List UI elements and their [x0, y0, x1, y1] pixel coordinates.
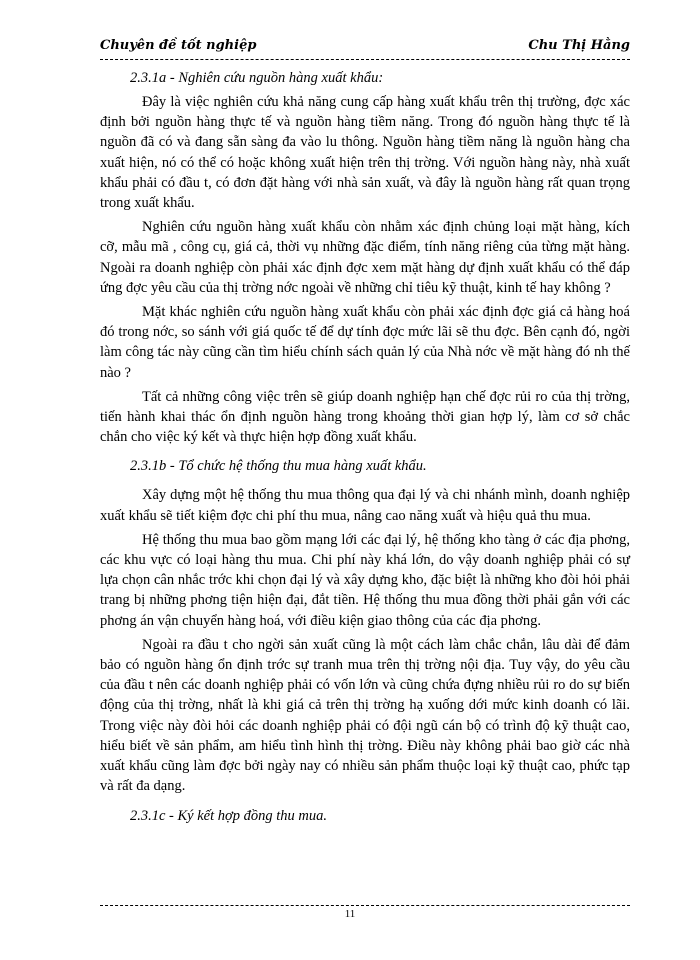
paragraph: Mặt khác nghiên cứu nguồn hàng xuất khẩu còn phải xác định đợc giá cả hàng hoá đó trong nớc, so sánh với giá quốc tế để dự tính đợc mức lãi sẽ thu đợc. Bên cạnh đó, ngời làm công tác này cũng cần tìm hiểu chính sách quản lý của Nhà nớc về mặt hàng đó nh thế nào ?: [100, 304, 630, 381]
header-divider: [100, 59, 630, 60]
paragraph: Đây là việc nghiên cứu khả năng cung cấp hàng xuất khẩu trên thị trường, đợc xác định bởi nguồn hàng thực tế và nguồn hàng tiềm năng. Trong đó nguồn hàng thực tế là nguồn đã có và đang sẵn sàng đa vào lu thông. Nguồn hàng tiềm năng là nguồn hàng cha xuất hiện, nó có thể có hoặc không xuất hiện trên thị trờng. Với nguồn hàng này, nhà xuất khẩu phải có đầu t, có đơn đặt hàng với nhà sản xuất, và đây là nguồn hàng rất quan trọng trong xuất khẩu.: [100, 94, 630, 212]
paragraph: Xây dựng một hệ thống thu mua thông qua đại lý và chi nhánh mình, doanh nghiệp xuất khẩu sẽ tiết kiệm đợc chi phí thu mua, nâng cao năng xuất và hiệu quả thu mua.: [100, 487, 630, 524]
page-body: [100, 68, 630, 826]
section-heading-b: 2.3.1b - Tổ chức hệ thống thu mua hàng xuất khẩu.: [130, 458, 427, 475]
header-author: Chu Thị Hằng: [528, 38, 630, 53]
header-document-type: Chuyên đề tốt nghiệp: [100, 38, 257, 53]
paragraph: Nghiên cứu nguồn hàng xuất khẩu còn nhằm xác định chủng loại mặt hàng, kích cỡ, mẫu mã , công cụ, giá cả, thời vụ những đặc điểm, tính năng riêng của từng mặt hàng. Ngoài ra doanh nghiệp còn phải xác định đợc xem mặt hàng dự định xuất khẩu có thể đáp ứng đợc yêu cầu của thị trờng nớc ngoài về những chỉ tiêu kỹ thuật, kinh tế hay không ?: [100, 219, 630, 296]
footer-divider: [100, 905, 630, 906]
paragraph: Ngoài ra đầu t cho ngời sản xuất cũng là một cách làm chắc chắn, lâu dài để đảm bảo có nguồn hàng ổn định trớc sự tranh mua trên thị trờng nội địa. Tuy vậy, do yêu cầu của đầu t nên các doanh nghiệp phải có vốn lớn và cũng chứa đựng nhiều rủi ro do sự biến động của thị trờng, nhất là khi giá cả trên thị trờng hạ xuống dới mức kinh doanh có lãi. Trong việc này đòi hỏi các doanh nghiệp phải có đội ngũ cán bộ có trình độ kỹ thuật cao, hiểu biết về sản phẩm, am hiểu tình hình thị trờng. Điều này không phải bao giờ các nhà xuất khẩu cũng làm đợc bởi ngày nay có nhiều sản phẩm thuộc loại kỹ thuật cao, phức tạp và rất đa dạng.: [100, 636, 630, 795]
page-number: 11: [344, 908, 356, 920]
section-heading-a: 2.3.1a - Nghiên cứu nguồn hàng xuất khẩu:: [130, 70, 384, 86]
section-heading-c: 2.3.1c - Ký kết hợp đồng thu mua.: [130, 807, 328, 824]
paragraph: Hệ thống thu mua bao gồm mạng lới các đại lý, hệ thống kho tàng ở các địa phơng, các khu vực có loại hàng thu mua. Chi phí này khá lớn, do vậy doanh nghiệp phải có sự lựa chọn cân nhắc trớc khi chọn đại lý và xây dựng kho, đặc biệt là những kho đòi hỏi phải trang bị những phơng tiện hiện đại, đắt tiền. Hệ thống thu mua đồng thời phải gắn với các phơng án vận chuyển hàng hoá, với điều kiện giao thông của các địa phơng.: [100, 531, 630, 629]
paragraph: Tất cả những công việc trên sẽ giúp doanh nghiệp hạn chế đợc rủi ro của thị trờng, tiến hành khai thác ổn định nguồn hàng trong khoảng thời gian hợp lý, làm cơ sở chắc chắn cho việc ký kết và thực hiện hợp đồng xuất khẩu.: [100, 388, 630, 446]
running-header: [100, 38, 630, 60]
